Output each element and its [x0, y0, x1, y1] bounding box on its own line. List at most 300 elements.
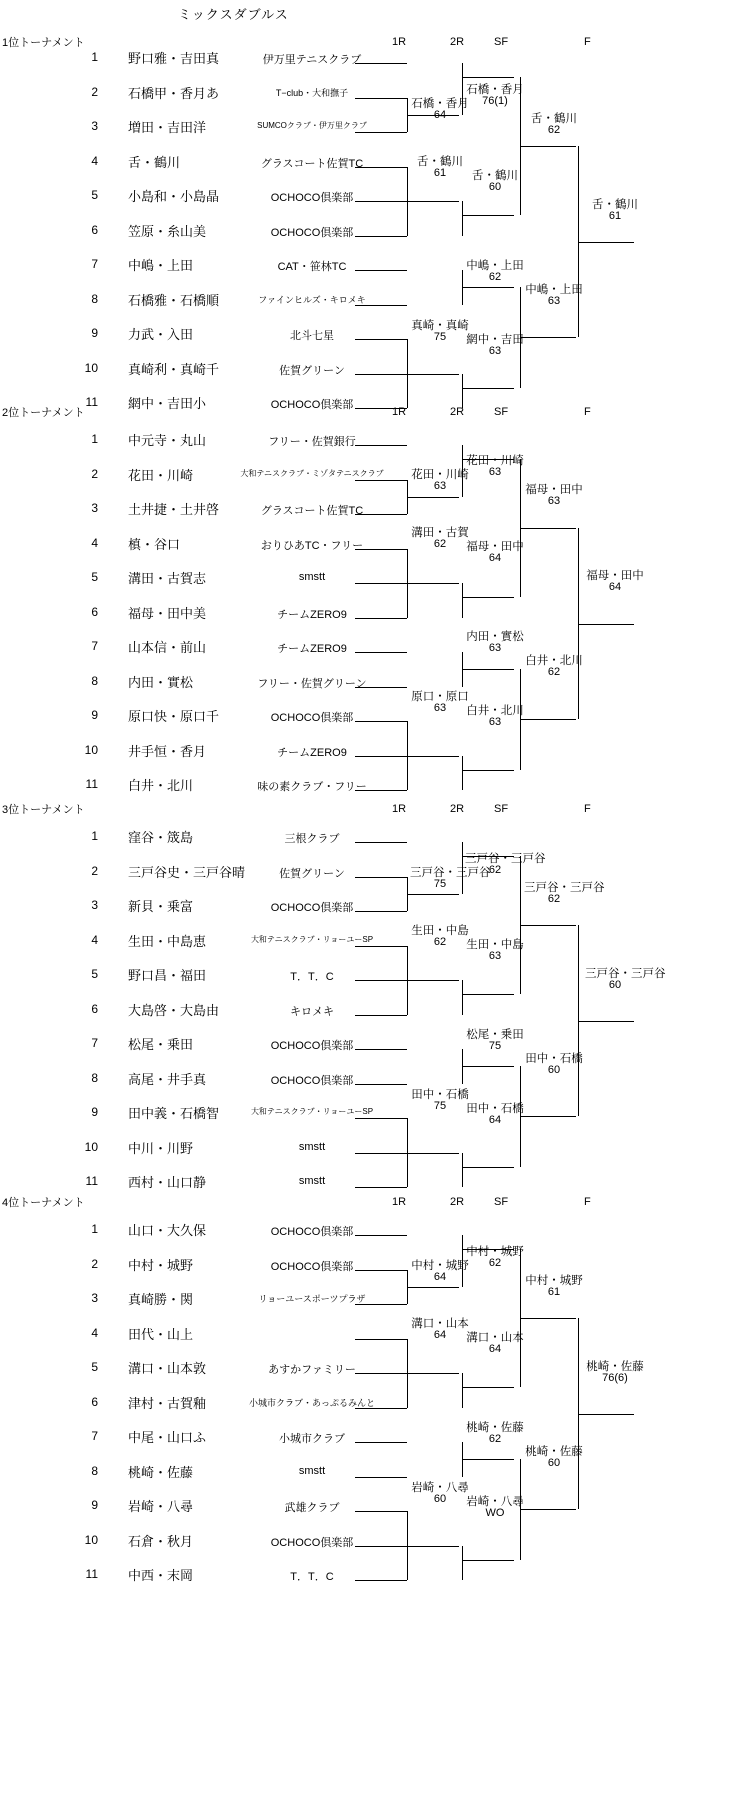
player-pair: 井手恒・香月 — [128, 743, 207, 759]
round-header-2r: 2R — [450, 36, 465, 48]
bracket-line — [462, 215, 514, 216]
match-score: 64 — [488, 552, 502, 564]
bracket-line — [355, 339, 407, 340]
bracket-line — [355, 687, 407, 688]
seed-number: 4 — [91, 1325, 98, 1340]
match-score: WO — [485, 1507, 505, 1519]
bracket-line — [355, 842, 407, 843]
match-score: 60 — [608, 979, 622, 991]
match-score: 62 — [547, 124, 561, 136]
match-score: 63 — [488, 466, 502, 478]
seed-number: 6 — [91, 1394, 98, 1409]
club-name: チームZERO9 — [277, 643, 347, 655]
bracket-line — [355, 790, 407, 791]
bracket-line — [520, 528, 576, 529]
club-name: 大和テニスクラブ・ミゾタテニスクラブ — [240, 468, 384, 478]
match-winner: 福母・田中 — [586, 570, 644, 582]
player-pair: 中村・城野 — [128, 1257, 194, 1273]
match-winner: 原口・原口 — [411, 691, 469, 703]
seed-number: 3 — [91, 119, 98, 133]
bracket-line — [355, 1442, 407, 1443]
seed-number: 7 — [91, 1429, 98, 1443]
match-score: 64 — [608, 581, 622, 593]
club-name: 味の素クラブ・フリー — [257, 781, 367, 793]
club-name: T−club・大和撫子 — [275, 87, 349, 98]
seed-number: 7 — [91, 1036, 98, 1050]
club-name: T．T．C — [290, 1571, 334, 1583]
bracket-line — [407, 1153, 459, 1154]
club-name: 小城市クラブ — [279, 1433, 345, 1445]
club-name: グラスコート佐賀TC — [260, 157, 364, 170]
match-winner: 舌・鶴川 — [592, 199, 638, 211]
bracket-line — [355, 877, 407, 878]
match-winner: 桃崎・佐藤 — [466, 1422, 524, 1434]
bracket-line — [462, 287, 514, 288]
match-score: 62 — [547, 666, 561, 678]
bracket-line — [578, 1414, 634, 1415]
round-header-sf: SF — [494, 36, 509, 48]
seed-number: 3 — [91, 1291, 98, 1305]
bracket-line — [462, 1167, 514, 1168]
club-name: 三根クラブ — [284, 833, 340, 845]
match-winner: 中嶋・上田 — [525, 284, 583, 296]
match-score: 62 — [488, 271, 502, 283]
bracket-line — [355, 1546, 407, 1547]
bracket-line — [407, 1287, 459, 1288]
seed-number: 10 — [84, 742, 98, 757]
round-header-1r: 1R — [392, 1196, 407, 1208]
bracket-line — [355, 1580, 407, 1581]
bracket-line — [462, 756, 463, 791]
player-pair: 中川・川野 — [128, 1140, 194, 1156]
player-pair: 窪谷・筬島 — [128, 830, 194, 845]
seed-number: 10 — [84, 1139, 98, 1154]
match-score: 63 — [433, 702, 447, 714]
club-name: OCHOCO倶楽部 — [270, 1260, 354, 1273]
bracket-line — [355, 1408, 407, 1409]
match-winner: 三戸谷・三戸谷 — [465, 853, 546, 865]
bracket-line — [407, 1546, 459, 1547]
match-score: 60 — [547, 1064, 561, 1076]
bracket-line — [462, 669, 514, 670]
bracket-line — [355, 1153, 407, 1154]
round-header-sf: SF — [494, 406, 509, 418]
player-pair: 新貝・乗富 — [128, 899, 194, 914]
match-winner: 三戸谷・三戸谷 — [524, 882, 605, 894]
match-winner: 岩崎・八尋 — [411, 1482, 469, 1494]
tournament-label: 4位トーナメント — [2, 1197, 85, 1209]
player-pair: 内田・實松 — [128, 674, 194, 690]
match-score: 63 — [488, 716, 502, 728]
seed-number: 4 — [91, 932, 98, 947]
club-name: キロメキ — [290, 1005, 334, 1018]
bracket-line — [462, 980, 463, 1015]
seed-number: 11 — [85, 1174, 98, 1188]
bracket-line — [355, 756, 407, 757]
player-pair: 三戸谷史・三戸谷晴 — [128, 864, 246, 880]
match-winner: 石橋・香月 — [466, 84, 524, 96]
club-name: おりひあTC・フリー — [260, 539, 364, 552]
match-score: 62 — [488, 1433, 502, 1445]
match-score: 61 — [433, 167, 447, 179]
seed-number: 3 — [91, 501, 98, 515]
club-name: OCHOCO倶楽部 — [270, 1536, 354, 1549]
seed-number: 2 — [91, 84, 98, 99]
bracket-line — [355, 305, 407, 306]
seed-number: 8 — [91, 291, 98, 306]
match-winner: 福母・田中 — [525, 484, 583, 496]
seed-number: 5 — [91, 570, 98, 584]
seed-number: 1 — [91, 1222, 98, 1236]
bracket-line — [407, 201, 459, 202]
round-header-f: F — [584, 36, 591, 48]
club-name: T．T．C — [290, 971, 334, 983]
player-pair: 山本信・前山 — [128, 640, 207, 655]
bracket-line — [462, 994, 514, 995]
bracket-line — [355, 167, 407, 168]
bracket-line — [520, 337, 576, 338]
match-winner: 網中・吉田 — [466, 334, 524, 346]
seed-number: 6 — [91, 1001, 98, 1016]
match-score: 62 — [433, 936, 447, 948]
match-score: 64 — [433, 109, 447, 121]
bracket-line — [355, 1304, 407, 1305]
round-header-1r: 1R — [392, 406, 407, 418]
tournament-label: 1位トーナメント — [2, 37, 85, 49]
match-winner: 溝口・山本 — [411, 1318, 469, 1330]
club-name: 北斗七星 — [290, 330, 334, 342]
seed-number: 3 — [91, 898, 98, 912]
bracket-line — [355, 946, 407, 947]
club-name: smstt — [298, 1175, 326, 1187]
player-pair: 西村・山口静 — [128, 1175, 207, 1190]
match-score: 60 — [488, 181, 502, 193]
bracket-line — [462, 1546, 463, 1581]
match-winner: 松尾・乗田 — [466, 1029, 524, 1041]
bracket-line — [355, 1235, 407, 1236]
bracket-line — [462, 1459, 514, 1460]
player-pair: 桃崎・佐藤 — [128, 1464, 194, 1480]
match-winner: 中村・城野 — [466, 1246, 524, 1258]
player-pair: 舌・鶴川 — [128, 154, 181, 170]
seed-number: 2 — [91, 863, 98, 878]
seed-number: 4 — [91, 153, 98, 168]
seed-number: 9 — [91, 1105, 98, 1119]
bracket-line — [355, 1511, 407, 1512]
bracket-line — [462, 770, 514, 771]
seed-number: 11 — [85, 1567, 98, 1581]
club-name: 小城市クラブ・あっぷるみんと — [249, 1397, 375, 1408]
match-score: 76(1) — [482, 95, 508, 107]
match-score: 63 — [433, 480, 447, 492]
player-pair: 高尾・井手真 — [128, 1071, 207, 1087]
bracket-line — [407, 583, 459, 584]
match-score: 63 — [488, 950, 502, 962]
match-score: 75 — [488, 1040, 502, 1052]
seed-number: 9 — [91, 708, 98, 722]
bracket-line — [407, 756, 459, 757]
match-score: 75 — [433, 331, 447, 343]
bracket-line — [520, 925, 576, 926]
match-winner: 白井・北川 — [466, 705, 524, 717]
bracket-line — [355, 236, 407, 237]
match-score: 60 — [547, 1457, 561, 1469]
match-winner: 生田・中島 — [411, 925, 469, 937]
match-winner: 中嶋・上田 — [466, 260, 524, 272]
match-score: 61 — [608, 210, 622, 222]
bracket-line — [355, 1084, 407, 1085]
club-name: OCHOCO倶楽部 — [270, 902, 354, 914]
player-pair: 花田・川崎 — [128, 467, 194, 483]
seed-number: 11 — [85, 395, 98, 409]
match-winner: 福母・田中 — [466, 541, 524, 553]
club-name: OCHOCO倶楽部 — [270, 192, 354, 204]
player-pair: 石倉・秋月 — [128, 1533, 194, 1549]
round-header-sf: SF — [494, 803, 509, 815]
bracket-line — [520, 146, 576, 147]
club-name: ファインヒルズ・キロメキ — [258, 294, 366, 305]
bracket-line — [355, 1270, 407, 1271]
bracket-line — [355, 1339, 407, 1340]
match-winner: 舌・鶴川 — [417, 156, 463, 168]
bracket-line — [355, 1373, 407, 1374]
seed-number: 4 — [91, 535, 98, 550]
round-header-f: F — [584, 803, 591, 815]
match-winner: 岩崎・八尋 — [466, 1496, 524, 1508]
match-winner: 中村・城野 — [525, 1275, 583, 1287]
round-header-f: F — [584, 1196, 591, 1208]
match-winner: 白井・北川 — [525, 655, 583, 667]
seed-number: 6 — [91, 222, 98, 237]
club-name: チームZERO9 — [277, 746, 347, 759]
bracket-line — [355, 980, 407, 981]
match-score: 64 — [433, 1329, 447, 1341]
club-name: あすかファミリー — [268, 1364, 356, 1376]
bracket-line — [355, 480, 407, 481]
seed-number: 11 — [85, 777, 98, 791]
player-pair: 増田・吉田洋 — [128, 120, 207, 135]
match-score: 60 — [433, 1493, 447, 1505]
bracket-line — [355, 583, 407, 584]
player-pair: 石橋甲・香月あ — [128, 85, 220, 101]
round-header-2r: 2R — [450, 803, 465, 815]
club-name: OCHOCO倶楽部 — [270, 1226, 354, 1238]
player-pair: 中嶋・上田 — [128, 258, 194, 273]
bracket-line — [578, 624, 634, 625]
seed-number: 5 — [91, 967, 98, 981]
seed-number: 2 — [91, 1256, 98, 1271]
player-pair: 田代・山上 — [128, 1326, 194, 1342]
seed-number: 9 — [91, 326, 98, 340]
bracket-line — [462, 1373, 463, 1408]
bracket-line — [520, 1509, 576, 1510]
bracket-line — [520, 1318, 576, 1319]
player-pair: 津村・古賀釉 — [128, 1395, 207, 1411]
seed-number: 1 — [91, 829, 98, 843]
match-score: 76(6) — [602, 1372, 628, 1384]
match-winner: 三戸谷・三戸谷 — [410, 867, 491, 879]
player-pair: 野口昌・福田 — [128, 968, 207, 983]
match-score: 64 — [433, 1271, 447, 1283]
round-header-1r: 1R — [392, 803, 407, 815]
seed-number: 1 — [91, 50, 98, 64]
club-name: フリー・佐賀銀行 — [268, 436, 356, 448]
match-score: 62 — [488, 1257, 502, 1269]
bracket-line — [462, 201, 463, 236]
club-name: OCHOCO倶楽部 — [270, 226, 354, 239]
bracket-line — [355, 1187, 407, 1188]
bracket-line — [355, 1049, 407, 1050]
player-pair: 岩崎・八尋 — [128, 1499, 194, 1514]
bracket-line — [520, 1116, 576, 1117]
club-name: OCHOCO倶楽部 — [270, 1040, 354, 1052]
player-pair: 大島啓・大島由 — [128, 1002, 220, 1018]
match-score: 63 — [547, 295, 561, 307]
seed-number: 7 — [91, 639, 98, 653]
round-header-2r: 2R — [450, 406, 465, 418]
player-pair: 原口快・原口千 — [128, 709, 220, 724]
match-winner: 溝田・古賀 — [411, 527, 469, 539]
round-header-1r: 1R — [392, 36, 407, 48]
player-pair: 真崎勝・関 — [128, 1292, 194, 1307]
bracket-line — [462, 77, 514, 78]
bracket-line — [355, 1118, 407, 1119]
match-score: 61 — [547, 1286, 561, 1298]
player-pair: 山口・大久保 — [128, 1223, 207, 1238]
seed-number: 7 — [91, 257, 98, 271]
bracket-line — [355, 911, 407, 912]
club-name: CAT・笹林TC — [277, 261, 347, 273]
match-winner: 石橋・香月 — [411, 98, 469, 110]
seed-number: 8 — [91, 673, 98, 688]
player-pair: 網中・吉田小 — [128, 396, 207, 411]
bracket-line — [355, 445, 407, 446]
match-winner: 田中・石橋 — [411, 1089, 469, 1101]
match-score: 62 — [488, 864, 502, 876]
seed-number: 9 — [91, 1498, 98, 1512]
bracket-line — [355, 63, 407, 64]
seed-number: 1 — [91, 432, 98, 446]
club-name: 伊万里テニスクラブ — [262, 54, 362, 66]
seed-number: 5 — [91, 1360, 98, 1374]
bracket-line — [355, 1477, 407, 1478]
bracket-line — [462, 597, 514, 598]
player-pair: 生田・中島恵 — [128, 933, 207, 949]
round-header-2r: 2R — [450, 1196, 465, 1208]
match-winner: 舌・鶴川 — [531, 113, 577, 125]
match-score: 64 — [488, 1343, 502, 1355]
match-winner: 田中・石橋 — [525, 1053, 583, 1065]
match-winner: 真崎・真崎 — [411, 320, 469, 332]
club-name: チームZERO9 — [277, 608, 347, 621]
club-name: OCHOCO倶楽部 — [270, 399, 354, 411]
match-winner: 花田・川崎 — [466, 455, 524, 467]
seed-number: 10 — [84, 360, 98, 375]
club-name: リョーユースポーツプラザ — [258, 1294, 366, 1304]
match-winner: 三戸谷・三戸谷 — [585, 968, 666, 980]
bracket-line — [355, 201, 407, 202]
player-pair: 溝田・古賀志 — [128, 571, 207, 586]
player-pair: 白井・北川 — [128, 778, 194, 793]
seed-number: 8 — [91, 1070, 98, 1085]
bracket-line — [578, 242, 634, 243]
bracket-line — [520, 719, 576, 720]
club-name: グラスコート佐賀TC — [260, 505, 364, 517]
bracket-line — [355, 270, 407, 271]
match-winner: 生田・中島 — [466, 939, 524, 951]
match-winner: 田中・石橋 — [466, 1103, 524, 1115]
match-score: 62 — [547, 893, 561, 905]
club-name: フリー・佐賀グリーン — [257, 677, 367, 690]
tournament-label: 3位トーナメント — [2, 804, 85, 816]
bracket-line — [462, 1066, 514, 1067]
club-name: 大和テニスクラブ・リョーユーSP — [250, 934, 374, 944]
bracket-line — [355, 652, 407, 653]
bracket-line — [407, 497, 459, 498]
bracket-line — [462, 374, 463, 409]
club-name: 佐賀グリーン — [279, 364, 345, 377]
match-score: 63 — [488, 345, 502, 357]
player-pair: 力武・入田 — [128, 327, 194, 342]
club-name: SUMCOクラブ・伊万里クラブ — [257, 121, 367, 130]
player-pair: 田中義・石橋智 — [128, 1106, 220, 1121]
bracket-line — [407, 980, 459, 981]
match-winner: 溝口・山本 — [466, 1332, 524, 1344]
club-name: smstt — [298, 571, 326, 583]
player-pair: 中西・末岡 — [128, 1568, 194, 1583]
match-winner: 内田・實松 — [466, 631, 524, 643]
match-winner: 花田・川崎 — [411, 469, 469, 481]
bracket-line — [355, 1015, 407, 1016]
player-pair: 槙・谷口 — [128, 536, 181, 552]
bracket-line — [355, 514, 407, 515]
round-header-f: F — [584, 406, 591, 418]
player-pair: 石橋雅・石橋順 — [128, 292, 220, 308]
player-pair: 野口雅・吉田真 — [128, 51, 220, 66]
match-winner: 舌・鶴川 — [472, 170, 518, 182]
match-score: 63 — [488, 642, 502, 654]
match-score: 75 — [433, 878, 447, 890]
match-score: 75 — [433, 1100, 447, 1112]
player-pair: 小島和・小島晶 — [128, 189, 220, 204]
bracket-line — [355, 549, 407, 550]
bracket-line — [462, 1560, 514, 1561]
bracket-line — [462, 583, 463, 618]
match-winner: 中村・城野 — [411, 1260, 469, 1272]
tournament-label: 2位トーナメント — [2, 407, 85, 419]
club-name: 武雄クラブ — [284, 1502, 340, 1514]
club-name: smstt — [298, 1464, 326, 1477]
bracket-line — [355, 98, 407, 99]
player-pair: 真崎利・真崎千 — [128, 361, 220, 377]
player-pair: 中尾・山口ふ — [128, 1430, 207, 1445]
club-name: OCHOCO倶楽部 — [270, 712, 354, 724]
seed-number: 6 — [91, 604, 98, 619]
round-header-sf: SF — [494, 1196, 509, 1208]
player-pair: 土井捷・土井啓 — [128, 502, 220, 517]
club-name: 佐賀グリーン — [279, 867, 345, 880]
seed-number: 8 — [91, 1463, 98, 1478]
bracket-line — [407, 894, 459, 895]
seed-number: 10 — [84, 1532, 98, 1547]
bracket-line — [355, 374, 407, 375]
bracket-line — [462, 1153, 463, 1188]
page-title: ミックスダブルス — [178, 7, 289, 22]
match-score: 64 — [488, 1114, 502, 1126]
seed-number: 5 — [91, 188, 98, 202]
bracket-line — [355, 618, 407, 619]
bracket-line — [407, 374, 459, 375]
